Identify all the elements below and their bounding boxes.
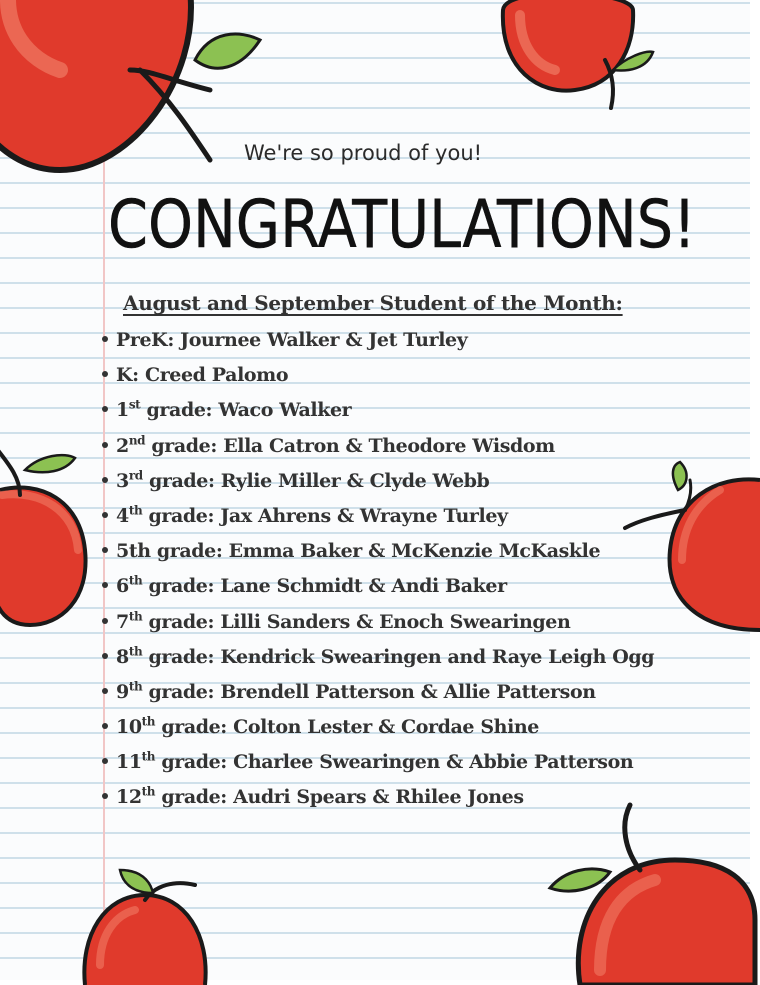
bullet-icon [102,512,108,518]
apple-icon [75,865,215,985]
bullet-icon [102,336,108,342]
grade-suffix: : [167,329,174,351]
student-names: Kendrick Swearingen and Raye Leigh Ogg [220,645,655,668]
grade-ordinal: th [128,573,143,588]
grade-label: 12 [116,786,142,809]
bullet-icon [102,547,108,553]
bullet-icon [102,477,108,483]
student-names: Lilli Sanders & Enoch Swearingen [220,610,571,633]
list-item [100,464,740,499]
apple-icon [495,0,665,115]
bullet-icon [102,406,108,412]
grade-suffix: grade: [155,786,227,809]
grade-ordinal: nd [128,433,146,448]
subtitle: We're so proud of you! [244,141,483,165]
list-item [100,745,740,780]
student-names: Brendell Patterson & Allie Patterson [220,680,596,703]
grade-label: 2 [116,434,129,457]
bullet-icon [102,653,108,659]
bullet-icon [102,582,108,588]
winners-list [100,323,740,816]
grade-ordinal: th [141,714,156,729]
grade-ordinal: th [128,679,143,694]
student-names: Jax Ahrens & Wrayne Turley [220,504,508,527]
list-item [100,780,740,815]
grade-label: K [116,364,133,387]
list-item [100,640,740,675]
grade-suffix: grade: [150,540,223,563]
student-names: Emma Baker & McKenzie McKaskle [228,540,601,563]
grade-label: PreK [116,329,168,351]
grade-label: 8 [116,645,129,668]
grade-ordinal: st [128,398,141,413]
list-item [100,429,740,464]
grade-ordinal: th [128,609,143,624]
student-names: Colton Lester & Cordae Shine [233,716,539,739]
student-names: Rylie Miller & Clyde Webb [220,469,490,492]
bullet-icon [102,758,108,764]
grade-label: 5th [116,540,151,563]
grade-ordinal: th [128,503,143,518]
grade-label: 11 [116,751,142,774]
grade-suffix: grade: [142,610,215,633]
list-item [100,675,740,710]
list-item [100,605,740,640]
grade-suffix: : [132,364,139,387]
grade-label: 4 [116,504,129,527]
student-names: Ella Catron & Theodore Wisdom [223,434,555,457]
student-names: Audri Spears & Rhilee Jones [233,786,524,809]
student-names: Charlee Swearingen & Abbie Patterson [233,751,634,774]
student-names: Waco Walker [218,399,352,422]
grade-suffix: grade: [142,645,215,668]
grade-ordinal: th [128,644,143,659]
grade-label: 9 [116,680,129,703]
list-item [100,358,740,393]
list-item [100,534,740,569]
grade-suffix: grade: [145,434,217,457]
list-item [100,323,740,358]
grade-label: 10 [116,716,142,739]
apple-icon [0,440,100,640]
grade-suffix: grade: [155,751,227,774]
list-item [100,569,740,604]
apple-icon [0,0,230,190]
student-names: Journee Walker & Jet Turley [180,329,468,351]
bullet-icon [102,371,108,377]
list-item [100,710,740,745]
grade-label: 3 [116,469,129,492]
grade-ordinal: th [141,749,156,764]
headline-text: CONGRATULATIONS! [108,186,696,263]
bullet-icon [102,723,108,729]
bullet-icon [102,442,108,448]
grade-suffix: grade: [155,716,227,739]
grade-label: 6 [116,575,129,598]
grade-suffix: grade: [142,504,215,527]
bullet-icon [102,688,108,694]
list-title: August and September Student of the Month: [123,291,623,315]
student-names: Creed Palomo [144,364,289,387]
list-item [100,499,740,534]
grade-label: 1 [116,399,129,422]
bullet-icon [102,793,108,799]
page-title [108,183,698,263]
grade-suffix: grade: [142,575,215,598]
grade-suffix: grade: [140,399,213,422]
student-names: Lane Schmidt & Andi Baker [220,575,507,598]
grade-suffix: grade: [142,469,215,492]
apple-icon [545,800,755,985]
list-item [100,393,740,428]
grade-label: 7 [116,610,129,633]
bullet-icon [102,618,108,624]
grade-suffix: grade: [142,680,215,703]
grade-ordinal: th [141,785,156,800]
grade-ordinal: rd [128,468,143,483]
